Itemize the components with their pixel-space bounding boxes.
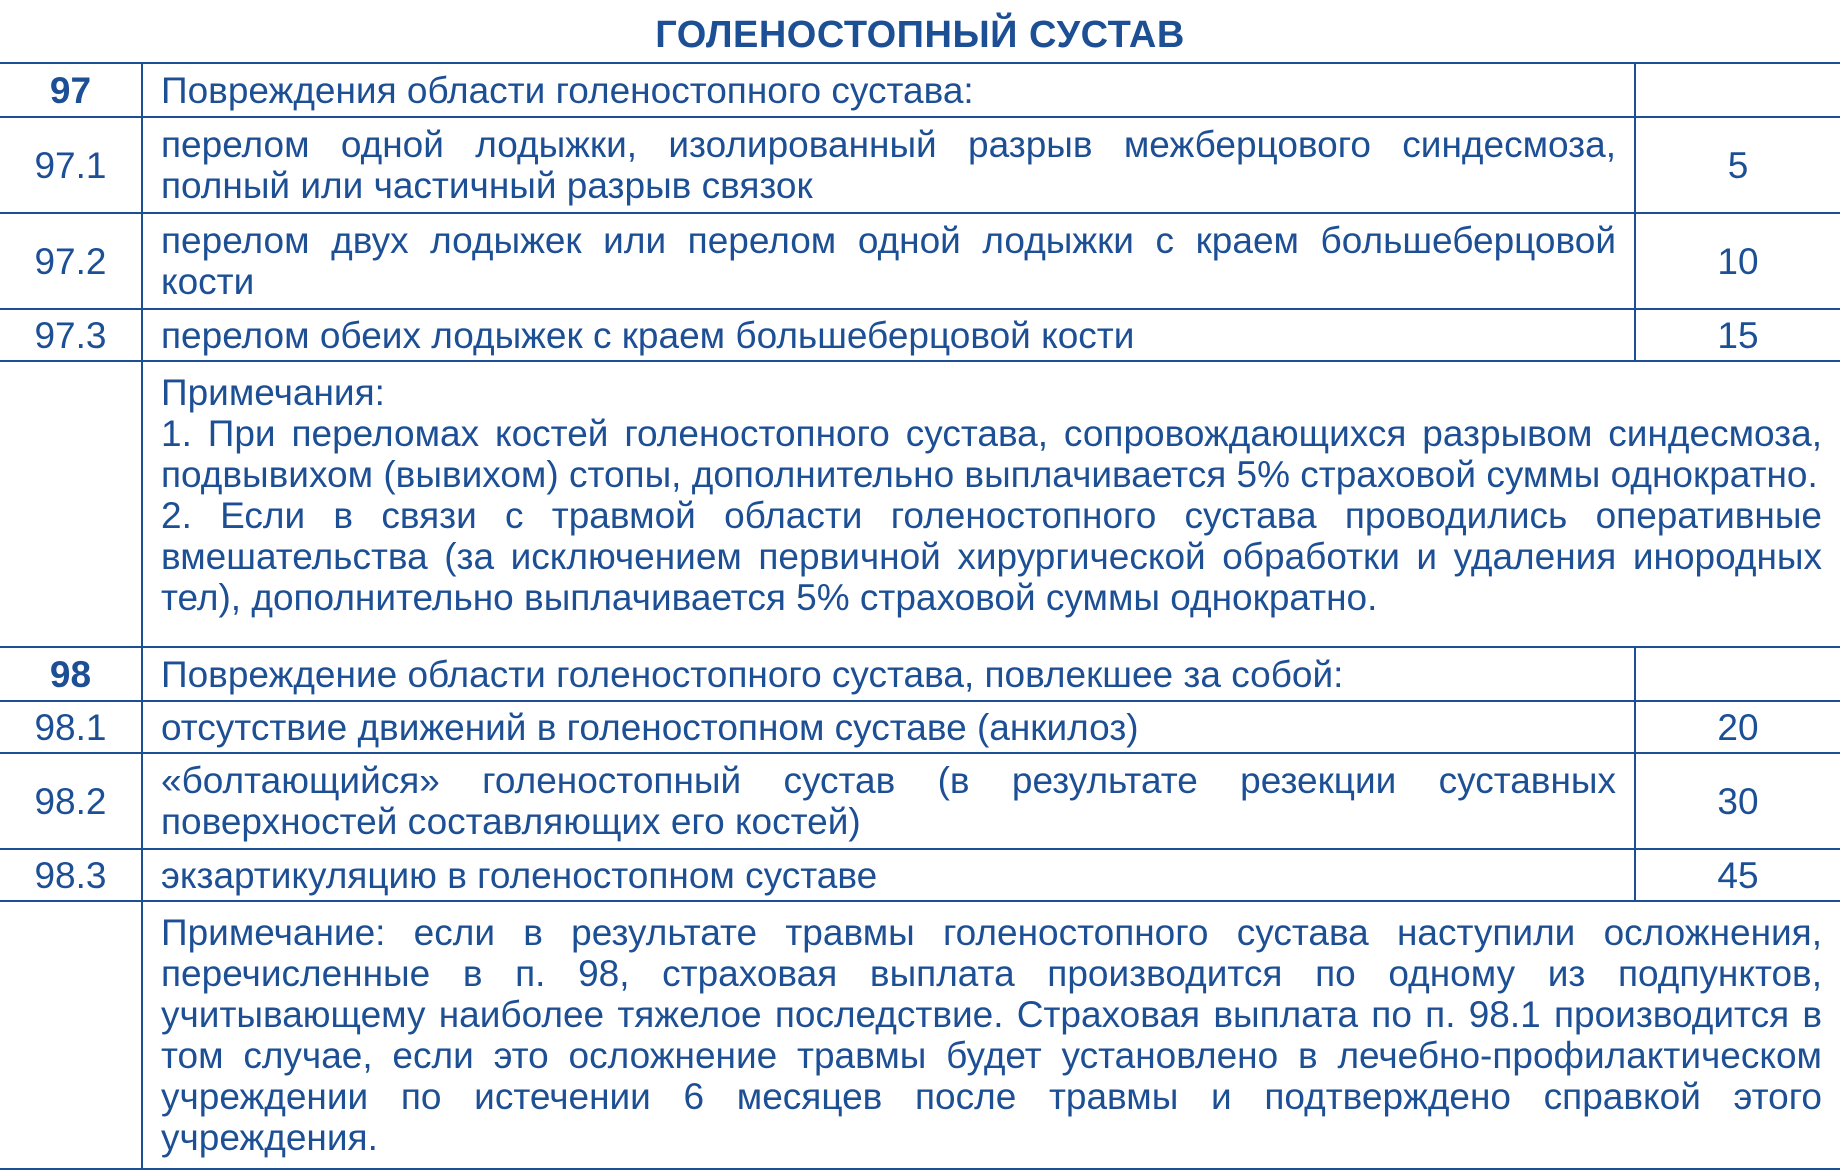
table-row-97-2 <box>0 213 1840 309</box>
item-text: перелом двух лодыжек или перелом одной лодыжки с краем большеберцовой кости <box>142 213 1635 309</box>
table-row-98 <box>0 647 1840 701</box>
table-row-note-98 <box>0 901 1840 1169</box>
item-value: 45 <box>1635 849 1840 901</box>
note-1: 1. При переломах костей голеностопного сустава, сопровождающихся разрывом синдесмоза, подвывихом (вывихом) стопы, дополнительно выплачивается 5% страховой суммы однократно. <box>161 413 1822 495</box>
item-text: перелом одной лодыжки, изолированный разрыв межберцового синдесмоза, полный или частичный разрыв связок <box>142 117 1635 213</box>
section-number: 97 <box>0 63 142 117</box>
payout-table <box>0 62 1840 1170</box>
section-value-empty <box>1635 647 1840 701</box>
table-row-97-1 <box>0 117 1840 213</box>
section-heading: Повреждение области голеностопного сустава, повлекшее за собой: <box>142 647 1635 701</box>
item-number: 98.2 <box>0 753 142 849</box>
table-row-98-2 <box>0 753 1840 849</box>
item-number: 97.1 <box>0 117 142 213</box>
item-text: «болтающийся» голеностопный сустав (в результате резекции суставных поверхностей составляющих его костей) <box>142 753 1635 849</box>
item-value: 15 <box>1635 309 1840 361</box>
note-98: Примечание: если в результате травмы голеностопного сустава наступили осложнения, перечисленные в п. 98, страховая выплата производится по одному из подпунктов, учитывающему наиболее тяжелое последствие. Страховая выплата по п. 98.1 производится в том случае, если это осложнение травмы будет установлено в лечебно-профилактическом учреждении по истечении 6 месяцев после травмы и подтверждено справкой этого учреждения. <box>142 901 1840 1169</box>
notes-heading: Примечания: <box>161 372 385 413</box>
item-number: 98.1 <box>0 701 142 753</box>
item-text: перелом обеих лодыжек с краем большеберцовой кости <box>142 309 1635 361</box>
notes-number-empty <box>0 361 142 647</box>
table-row-98-3 <box>0 849 1840 901</box>
table-row-notes-97 <box>0 361 1840 647</box>
item-value: 10 <box>1635 213 1840 309</box>
item-value: 20 <box>1635 701 1840 753</box>
item-value: 5 <box>1635 117 1840 213</box>
item-value: 30 <box>1635 753 1840 849</box>
item-number: 97.3 <box>0 309 142 361</box>
item-text: отсутствие движений в голеностопном суставе (анкилоз) <box>142 701 1635 753</box>
table-row-98-1 <box>0 701 1840 753</box>
item-number: 97.2 <box>0 213 142 309</box>
notes-block <box>142 361 1840 647</box>
note-2: 2. Если в связи с травмой области голеностопного сустава проводились оперативные вмешательства (за исключением первичной хирургической обработки и удаления инородных тел), дополнительно выплачивается 5% страховой суммы однократно. <box>161 495 1822 618</box>
item-text: экзартикуляцию в голеностопном суставе <box>142 849 1635 901</box>
notes-number-empty <box>0 901 142 1169</box>
table-row-97 <box>0 63 1840 117</box>
section-heading: Повреждения области голеностопного сустава: <box>142 63 1635 117</box>
section-number: 98 <box>0 647 142 701</box>
table-row-97-3 <box>0 309 1840 361</box>
item-number: 98.3 <box>0 849 142 901</box>
section-value-empty <box>1635 63 1840 117</box>
page-title: ГОЛЕНОСТОПНЫЙ СУСТАВ <box>655 14 1185 56</box>
